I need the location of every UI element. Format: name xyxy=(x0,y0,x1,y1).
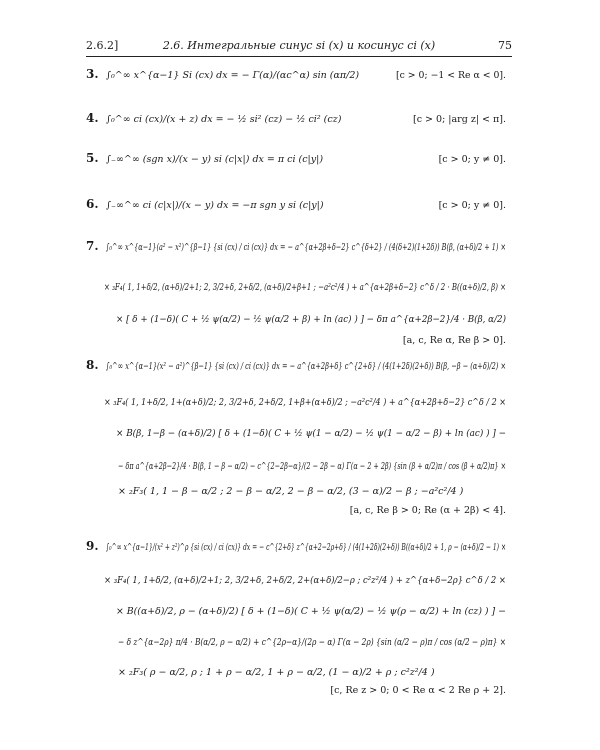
running-title: 2.6. Интегральные синус si (x) и косинус ci (x) xyxy=(162,39,436,52)
section-number: 2.6.2] xyxy=(86,39,119,52)
formula-condition: [c, Re z > 0; 0 < Re α < 2 Re ρ + 2]. xyxy=(330,685,506,696)
formula-line: × ₃F₄( 1, 1+δ/2, (α+δ)/2+1; 2, 3/2+δ, 2+δ/2, (α+δ)/2+β+1 ; −a²c²/4 ) + a^{α+2β+δ−2} c^δ / 2 · B((α+δ)/2, β) × xyxy=(104,282,506,293)
formula-line: ∫₋∞^∞ ci (c|x|)/(x − y) dx = −π sgn y si (c|y|) xyxy=(106,200,324,211)
formula-line: ∫₀^∞ ci (cx)/(x + z) dx = − ½ si² (cz) − ½ ci² (cz) xyxy=(106,114,342,125)
formula-line: ∫₀^∞ x^{α−1} Si (cx) dx = − Γ(α)/(αc^α) sin (απ/2) xyxy=(106,70,360,81)
formula-line: ∫₀^∞ x^{α−1}(x² − a²)^{β−1} {si (cx) / ci (cx)} dx = − a^{α+2β+δ} c^{2+δ} / (4(1+2δ)(2+δ)) B(β, −β − (α+δ)/2) × xyxy=(106,361,506,372)
formula-number: 7. xyxy=(86,239,99,253)
formula-number: 5. xyxy=(86,151,99,165)
formula-line: × ₂F₃( ρ − α/2, ρ ; 1 + ρ − α/2, 1 + ρ − α/2, (1 − α)/2 + ρ ; c²z²/4 ) xyxy=(118,667,435,678)
formula-condition: [a, c, Re α, Re β > 0]. xyxy=(402,335,506,346)
formula-line: × ₃F₄( 1, 1+δ/2, 1+(α+δ)/2; 2, 3/2+δ, 2+δ/2, 1+β+(α+δ)/2 ; −a²c²/4 ) + a^{α+2β+δ−2} c^δ / 2 × xyxy=(104,397,506,408)
formula-line: ∫₀^∞ x^{α−1}(a² − x²)^{β−1} {si (cx) / ci (cx)} dx = − a^{α+2β+δ−2} c^{δ+2} / (4(δ+2)(1+2δ)) B(β, (α+δ)/2 + 1) × xyxy=(106,242,506,253)
formula-condition: [c > 0; y ≠ 0]. xyxy=(438,200,506,211)
formula-line: ∫₀^∞ x^{α−1}/(x² + z²)^ρ {si (cx) / ci (cx)} dx = − c^{2+δ} z^{α+2−2ρ+δ} / (4(1+2δ)(2+δ)) B((α+δ)/2 + 1, ρ − (α+δ)/2 − 1) × xyxy=(106,542,506,553)
formula-line: × ₃F₄( 1, 1+δ/2, (α+δ)/2+1; 2, 3/2+δ, 2+δ/2, 2+(α+δ)/2−ρ ; c²z²/4 ) + z^{α+δ−2ρ} c^δ / 2 × xyxy=(104,575,506,586)
formula-line: ∫₋∞^∞ (sgn x)/(x − y) si (c|x|) dx = π ci (c|y|) xyxy=(106,154,324,165)
formula-line: − δπ a^{α+2β−2}/4 · B(β, 1 − β − α/2) − c^{2−2β−α}/(2 − 2β − α) Γ(α − 2 + 2β) {sin (β + α/2)π / cos (β + α/2)π} × xyxy=(118,461,506,472)
formula-condition: [a, c, Re β > 0; Re (α + 2β) < 4]. xyxy=(349,505,506,516)
formula-line: × [ δ + (1−δ)( C + ½ ψ(α/2) − ½ ψ(α/2 + β) + ln (ac) ) ] − δπ a^{α+2β−2}/4 · B(β, α/2) xyxy=(116,314,507,325)
formula-line: − δ z^{α−2ρ} π/4 · B(α/2, ρ − α/2) + c^{2ρ−α}/(2ρ − α) Γ(α − 2ρ) {sin (α/2 − ρ)π / cos (α/2 − ρ)π} × xyxy=(118,637,506,648)
formula-number: 4. xyxy=(86,111,99,125)
formula-line: × B(β, 1−β − (α+δ)/2) [ δ + (1−δ)( C + ½ ψ(1 − α/2) − ½ ψ(1 − α/2 − β) + ln (ac) ) ] − xyxy=(116,428,506,439)
formula-condition: [c > 0; |arg z| < π]. xyxy=(413,114,506,125)
formula-condition: [c > 0; −1 < Re α < 0]. xyxy=(396,70,506,81)
page-number: 75 xyxy=(498,39,512,52)
formula-line: × ₂F₃( 1, 1 − β − α/2 ; 2 − β − α/2, 2 − β − α/2, (3 − α)/2 − β ; −a²c²/4 ) xyxy=(118,486,464,497)
formula-condition: [c > 0; y ≠ 0]. xyxy=(438,154,506,165)
formula-number: 6. xyxy=(86,197,99,211)
formula-number: 9. xyxy=(86,539,99,553)
formula-number: 8. xyxy=(86,358,99,372)
formula-line: × B((α+δ)/2, ρ − (α+δ)/2) [ δ + (1−δ)( C + ½ ψ(α/2) − ½ ψ(ρ − α/2) + ln (cz) ) ] − xyxy=(116,606,506,617)
formula-number: 3. xyxy=(86,67,99,81)
